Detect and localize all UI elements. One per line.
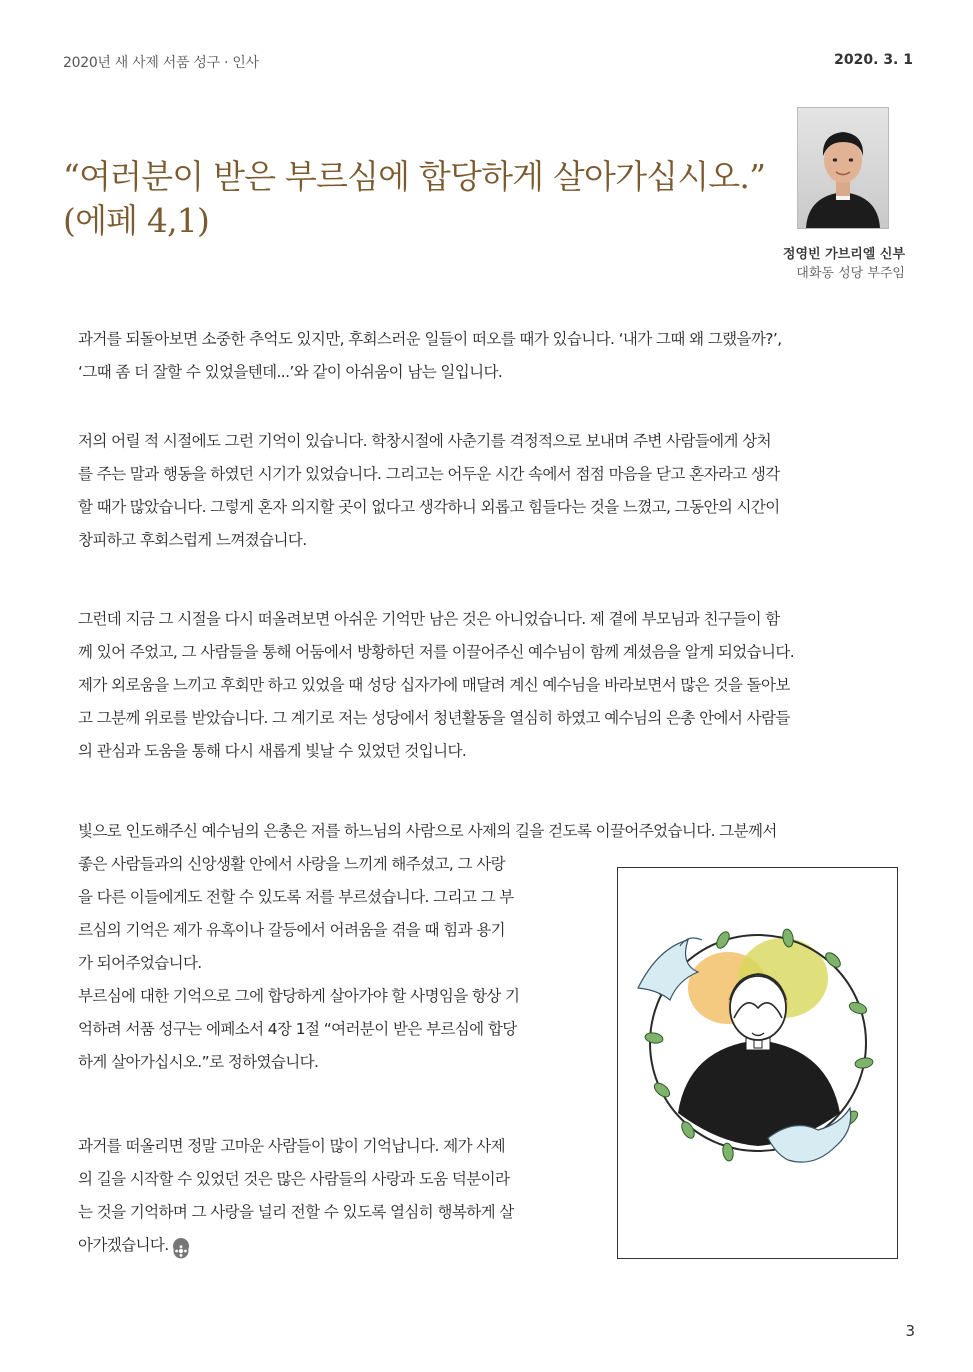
paragraph-5 bbox=[78, 1130, 586, 1262]
illustration-image bbox=[618, 868, 897, 1258]
running-header-date: 2020. 3. 1 bbox=[834, 52, 913, 68]
paragraph-line: 고 그분께 위로를 받았습니다. 그 계기로 저는 성당에서 청년활동을 열심히 하였고 예수님의 은총 안에서 사람들 bbox=[78, 709, 790, 727]
paragraph-line: 께 있어 주었고, 그 사람들을 통해 어둠에서 방황하던 저를 이끌어주신 예수님이 함께 계셨음을 알게 되었습니다. bbox=[78, 643, 795, 661]
paragraph-last-line bbox=[78, 1229, 586, 1262]
author-name: 정영빈 가브리엘 신부 bbox=[782, 247, 905, 262]
author-portrait-image bbox=[798, 108, 888, 228]
end-mark-icon bbox=[173, 1238, 189, 1254]
paragraph-line: 그런데 지금 그 시절을 다시 떠올려보면 아쉬운 기억만 남은 것은 아니었습니다. 제 곁에 부모님과 친구들이 함 bbox=[78, 610, 780, 628]
paragraph-line: 창피하고 후회스럽게 느껴졌습니다. bbox=[78, 531, 307, 549]
paragraph-line: 의 관심과 도움을 통해 다시 새롭게 빛날 수 있었던 것입니다. bbox=[78, 742, 467, 760]
page-number: 3 bbox=[905, 1322, 915, 1340]
paragraph-line: 르심의 기억은 제가 유혹이나 갈등에서 어려움을 겪을 때 힘과 용기 bbox=[78, 921, 506, 939]
paragraph-4 bbox=[78, 848, 586, 1079]
running-header-title: 2020년 새 사제 서품 성구 · 인사 bbox=[63, 55, 259, 71]
paragraph-line: 좋은 사람들과의 신앙생활 안에서 사랑을 느끼게 해주셨고, 그 사랑 bbox=[78, 855, 506, 873]
paragraph-line: 부르심에 대한 기억으로 그에 합당하게 살아가야 할 사명임을 항상 기 bbox=[78, 987, 520, 1005]
illustration-praying-priest bbox=[617, 867, 898, 1259]
paragraph-line: 는 것을 기억하며 그 사랑을 널리 전할 수 있도록 열심히 행복하게 살 bbox=[78, 1203, 514, 1221]
paragraph-line: 과거를 되돌아보면 소중한 추억도 있지만, 후회스러운 일들이 떠오를 때가 있습니다. ‘내가 그때 왜 그랬을까?’, bbox=[78, 330, 782, 348]
paragraph-line: 제가 외로움을 느끼고 후회만 하고 있었을 때 성당 십자가에 매달려 계신 예수님을 바라보면서 많은 것을 돌아보 bbox=[78, 676, 790, 694]
paragraph-line: 할 때가 많았습니다. 그렇게 혼자 의지할 곳이 없다고 생각하니 외롭고 힘들다는 것을 느꼈고, 그동안의 시간이 bbox=[78, 498, 780, 516]
paragraph-line: 빛으로 인도해주신 예수님의 은총은 저를 하느님의 사람으로 사제의 길을 걷도록 이끌어주었습니다. 그분께서 bbox=[78, 822, 777, 840]
paragraph-line: 저의 어릴 적 시절에도 그런 기억이 있습니다. 학창시절에 사춘기를 격정적으로 보내며 주변 사람들에게 상처 bbox=[78, 432, 771, 450]
title-line-1: “여러분이 받은 부르심에 합당하게 살아가십시오.” bbox=[63, 157, 766, 196]
paragraph-2 bbox=[78, 425, 898, 557]
author-photo bbox=[797, 107, 889, 229]
paragraph-3 bbox=[78, 603, 898, 768]
author-role: 대화동 성당 부주임 bbox=[796, 266, 905, 281]
paragraph-1 bbox=[78, 323, 898, 389]
paragraph-line: 를 주는 말과 행동을 하였던 시기가 있었습니다. 그리고는 어두운 시간 속에서 점점 마음을 닫고 혼자라고 생각 bbox=[78, 465, 780, 483]
page-title bbox=[63, 155, 783, 243]
paragraph-line: 의 길을 시작할 수 있었던 것은 많은 사람들의 사랑과 도움 덕분이라 bbox=[78, 1170, 510, 1188]
title-line-2: (에페 4,1) bbox=[63, 201, 210, 240]
paragraph-line: 을 다른 이들에게도 전할 수 있도록 저를 부르셨습니다. 그리고 그 부 bbox=[78, 888, 514, 906]
paragraph-4-first-line bbox=[78, 815, 898, 848]
paragraph-line: 과거를 떠올리면 정말 고마운 사람들이 많이 기억납니다. 제가 사제 bbox=[78, 1137, 506, 1155]
paragraph-line: 가 되어주었습니다. bbox=[78, 954, 202, 972]
paragraph-line: ‘그때 좀 더 잘할 수 있었을텐데...’와 같이 아쉬움이 남는 일입니다. bbox=[78, 363, 503, 381]
paragraph-line: 하게 살아가십시오.”로 정하였습니다. bbox=[78, 1053, 319, 1071]
paragraph-line: 억하려 서품 성구는 에페소서 4장 1절 “여러분이 받은 부르심에 합당 bbox=[78, 1020, 517, 1038]
paragraph-line-text: 아가겠습니다. bbox=[78, 1236, 169, 1254]
